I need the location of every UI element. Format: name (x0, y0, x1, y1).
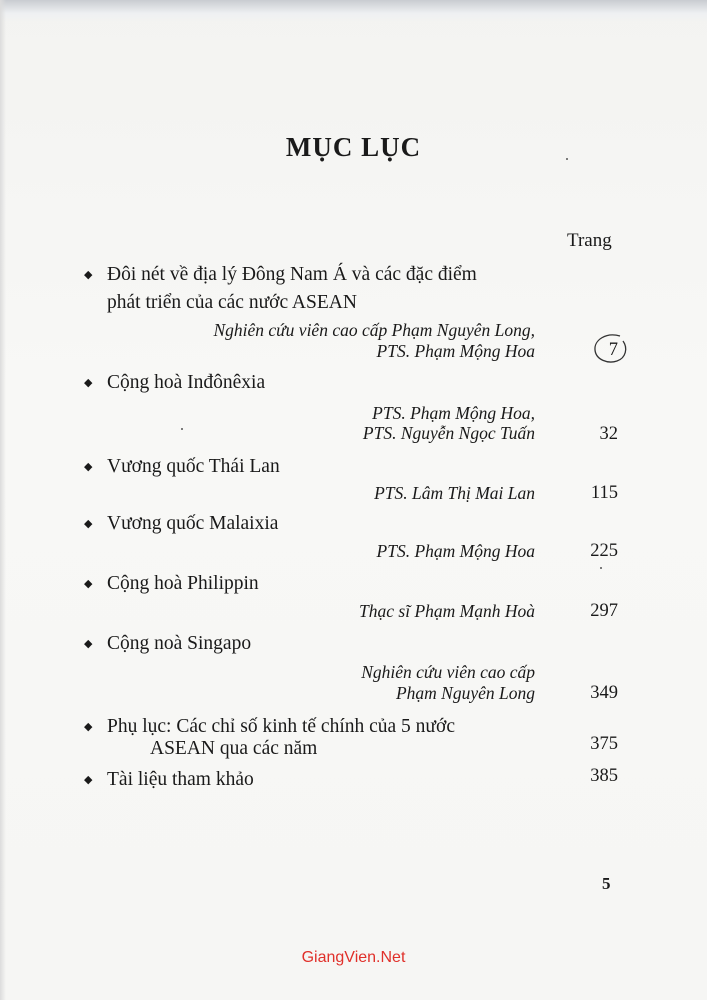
toc-entry-author: Nghiên cứu viên cao cấp (361, 662, 535, 682)
toc-entry-page: 225 (590, 541, 618, 561)
bullet-icon: ◆ (84, 269, 93, 281)
toc-entry-title: Vương quốc Thái Lan (107, 456, 280, 477)
scan-speck (566, 158, 568, 160)
page-title: MỤC LỤC (285, 132, 422, 162)
toc-entry-page: 7 (608, 340, 618, 360)
toc-entry-author: Phạm Nguyên Long (395, 683, 535, 703)
toc-entry-title: Tài liệu tham khảo (107, 769, 254, 790)
toc-entry-author: PTS. Phạm Mộng Hoa (376, 341, 535, 361)
page-number: 5 (602, 874, 611, 893)
toc-entry-title: Cộng hoà Philippin (107, 573, 259, 594)
bullet-icon: ◆ (84, 774, 93, 786)
toc-entry-page: 349 (590, 683, 618, 703)
bullet-icon: ◆ (84, 578, 93, 590)
page-column-header: Trang (567, 230, 612, 251)
toc-entry-title: Đôi nét về địa lý Đông Nam Á và các đặc điểm (107, 264, 477, 285)
toc-entry-title: Vương quốc Malaixia (107, 513, 279, 534)
toc-entry-author: Nghiên cứu viên cao cấp Phạm Nguyên Long, (213, 320, 535, 340)
toc-entry-author: PTS. Phạm Mộng Hoa, (372, 403, 535, 423)
toc-entry-title-continued: phát triển của các nước ASEAN (107, 292, 357, 313)
bullet-icon: ◆ (84, 721, 93, 733)
toc-entry-page: 32 (599, 424, 618, 444)
toc-entry-author: PTS. Lâm Thị Mai Lan (374, 483, 535, 503)
scan-speck (600, 567, 602, 569)
toc-entry-title: Cộng hoà Inđônêxia (107, 372, 266, 393)
watermark-link[interactable]: GiangVien.Net (301, 949, 406, 966)
toc-entry-page: 375 (590, 734, 618, 754)
toc-entry-page: 297 (590, 601, 618, 621)
toc-entry-title: Cộng noà Singapo (107, 633, 252, 654)
toc-entry-page: 385 (590, 766, 618, 786)
bullet-icon: ◆ (84, 518, 93, 530)
toc-entry-author: PTS. Phạm Mộng Hoa (376, 541, 535, 561)
page-top-edge (0, 0, 707, 22)
bullet-icon: ◆ (84, 377, 93, 389)
toc-entry-author: PTS. Nguyễn Ngọc Tuấn (362, 423, 535, 443)
toc-entry-page: 115 (590, 483, 618, 503)
bullet-icon: ◆ (84, 638, 93, 650)
scan-speck (181, 428, 183, 430)
toc-entry-author: Thạc sĩ Phạm Mạnh Hoà (359, 601, 535, 621)
bullet-icon: ◆ (84, 461, 93, 473)
handwritten-circle-icon (590, 332, 630, 366)
toc-entry-title: Phụ lục: Các chỉ số kinh tế chính của 5 nước (107, 716, 455, 737)
toc-entry-title-continued: ASEAN qua các năm (150, 738, 318, 759)
